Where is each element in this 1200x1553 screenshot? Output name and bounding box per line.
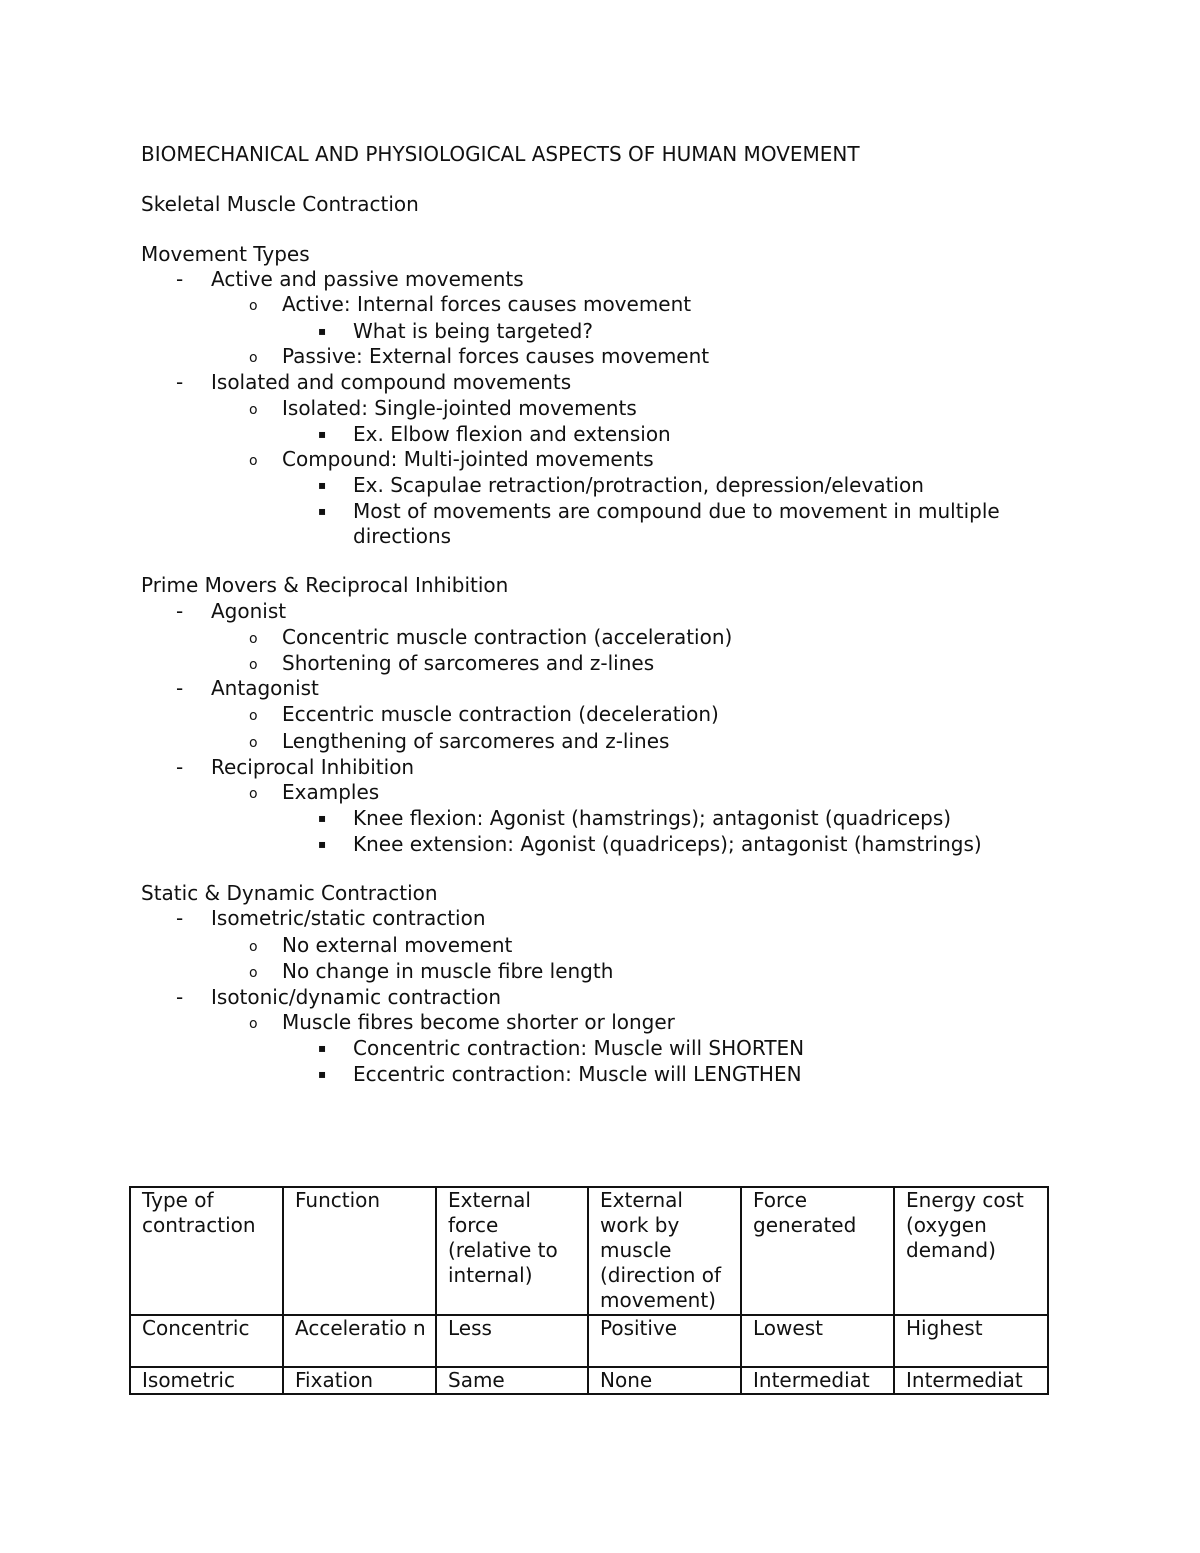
table-cell: Less: [436, 1315, 588, 1367]
dash-bullet: -: [176, 985, 184, 1009]
table-header-cell: Energy cost (oxygen demand): [894, 1187, 1048, 1315]
list-item: Knee extension: Agonist (quadriceps); antagonist (hamstrings): [353, 832, 982, 856]
list-item: Examples: [282, 780, 380, 804]
list-item: Most of movements are compound due to movement in multiple: [353, 499, 1000, 523]
square-bullet: ▪: [318, 478, 327, 492]
table-header-cell: External work by muscle (direction of movement): [588, 1187, 741, 1315]
list-item: Lengthening of sarcomeres and z-lines: [282, 729, 670, 753]
list-item: Isotonic/dynamic contraction: [211, 985, 501, 1009]
list-item: Ex. Scapulae retraction/protraction, depression/elevation: [353, 473, 924, 497]
list-item: Passive: External forces causes movement: [282, 344, 710, 368]
list-item: Active: Internal forces causes movement: [282, 292, 692, 316]
circle-bullet: o: [249, 708, 258, 724]
square-bullet: ▪: [318, 811, 327, 825]
table-row: [130, 1315, 1048, 1367]
table-cell: Highest: [894, 1315, 1048, 1367]
square-bullet: ▪: [318, 837, 327, 851]
circle-bullet: o: [249, 1016, 258, 1032]
list-item: Reciprocal Inhibition: [211, 755, 415, 779]
table-header-cell: Force generated: [741, 1187, 894, 1315]
section-subtitle: Skeletal Muscle Contraction: [141, 192, 419, 216]
list-item: No change in muscle fibre length: [282, 959, 614, 983]
list-item: Eccentric muscle contraction (deceleration): [282, 702, 719, 726]
table-header-cell: Function: [283, 1187, 436, 1315]
contraction-table: [129, 1186, 1049, 1395]
section-heading-prime-movers: Prime Movers & Reciprocal Inhibition: [141, 573, 509, 597]
list-item: Antagonist: [211, 676, 319, 700]
list-item: Shortening of sarcomeres and z-lines: [282, 651, 655, 675]
table-header-row: [130, 1187, 1048, 1315]
table-cell: None: [588, 1367, 741, 1394]
dash-bullet: -: [176, 267, 184, 291]
square-bullet: ▪: [318, 1041, 327, 1055]
list-item: Ex. Elbow flexion and extension: [353, 422, 671, 446]
table-header-cell: External force (relative to internal): [436, 1187, 588, 1315]
table-row: [130, 1367, 1048, 1394]
square-bullet: ▪: [318, 427, 327, 441]
document-title: BIOMECHANICAL AND PHYSIOLOGICAL ASPECTS OF HUMAN MOVEMENT: [141, 142, 860, 166]
square-bullet: ▪: [318, 1067, 327, 1081]
circle-bullet: o: [249, 939, 258, 955]
circle-bullet: o: [249, 735, 258, 751]
circle-bullet: o: [249, 350, 258, 366]
section-heading-movement-types: Movement Types: [141, 242, 310, 266]
table-header-cell: Type of contraction: [130, 1187, 283, 1315]
section-heading-static-dynamic: Static & Dynamic Contraction: [141, 881, 438, 905]
dash-bullet: -: [176, 755, 184, 779]
list-item: Isolated and compound movements: [211, 370, 572, 394]
list-item: Isometric/static contraction: [211, 906, 486, 930]
square-bullet: ▪: [318, 504, 327, 518]
table-cell: Fixation: [283, 1367, 436, 1394]
list-item: Isolated: Single-jointed movements: [282, 396, 637, 420]
list-item: Compound: Multi-jointed movements: [282, 447, 654, 471]
table-cell: Isometric: [130, 1367, 283, 1394]
list-item: Concentric contraction: Muscle will SHORTEN: [353, 1036, 805, 1060]
table-cell: Intermediat: [741, 1367, 894, 1394]
circle-bullet: o: [249, 453, 258, 469]
dash-bullet: -: [176, 676, 184, 700]
table-cell: Concentric: [130, 1315, 283, 1367]
table-cell: Acceleratio n: [283, 1315, 436, 1367]
table-cell: Lowest: [741, 1315, 894, 1367]
circle-bullet: o: [249, 402, 258, 418]
list-item: Knee flexion: Agonist (hamstrings); antagonist (quadriceps): [353, 806, 952, 830]
dash-bullet: -: [176, 906, 184, 930]
dash-bullet: -: [176, 599, 184, 623]
list-item-continuation: directions: [353, 524, 452, 548]
list-item: Active and passive movements: [211, 267, 524, 291]
table-cell: Same: [436, 1367, 588, 1394]
list-item: What is being targeted?: [353, 319, 593, 343]
circle-bullet: o: [249, 631, 258, 647]
list-item: Eccentric contraction: Muscle will LENGTHEN: [353, 1062, 802, 1086]
dash-bullet: -: [176, 370, 184, 394]
table-cell: Intermediat: [894, 1367, 1048, 1394]
circle-bullet: o: [249, 965, 258, 981]
table-cell: Positive: [588, 1315, 741, 1367]
circle-bullet: o: [249, 786, 258, 802]
circle-bullet: o: [249, 657, 258, 673]
list-item: Concentric muscle contraction (acceleration): [282, 625, 733, 649]
circle-bullet: o: [249, 298, 258, 314]
list-item: Agonist: [211, 599, 287, 623]
list-item: No external movement: [282, 933, 513, 957]
list-item: Muscle fibres become shorter or longer: [282, 1010, 675, 1034]
square-bullet: ▪: [318, 324, 327, 338]
